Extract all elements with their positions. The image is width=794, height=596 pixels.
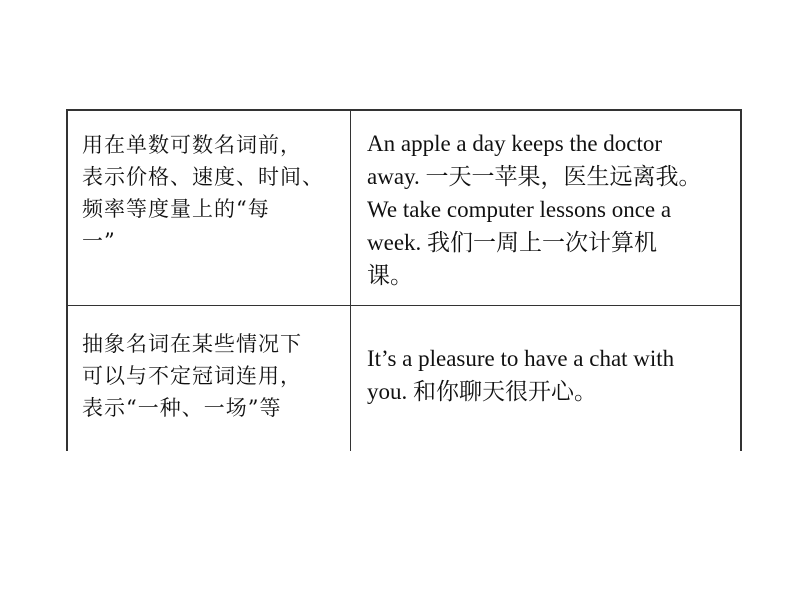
- example-line: week. 我们一周上一次计算机: [367, 230, 658, 255]
- example-cell: [351, 306, 740, 451]
- usage-description: 抽象名词在某些情况下 可以与不定冠词连用， 表示“一种、一场”等: [82, 332, 302, 420]
- example-line: away. 一天一苹果，医生远离我。: [367, 164, 702, 189]
- example-line: you. 和你聊天很开心。: [367, 379, 597, 404]
- table-row: [68, 111, 740, 306]
- example-sentences: [367, 342, 730, 408]
- usage-description: 用在单数可数名词前， 表示价格、速度、时间、 频率等度量上的“每 一”: [82, 133, 324, 253]
- table-row: [68, 306, 740, 451]
- example-line: 课。: [367, 263, 413, 288]
- example-line: An apple a day keeps the doctor: [367, 131, 663, 156]
- example-line: It’s a pleasure to have a chat with: [367, 346, 675, 371]
- grammar-usage-table: [66, 109, 742, 451]
- usage-cell: [68, 306, 351, 451]
- example-cell: [351, 111, 740, 305]
- usage-cell: [68, 111, 351, 305]
- example-sentences: [367, 127, 730, 292]
- example-line: We take computer lessons once a: [367, 197, 672, 222]
